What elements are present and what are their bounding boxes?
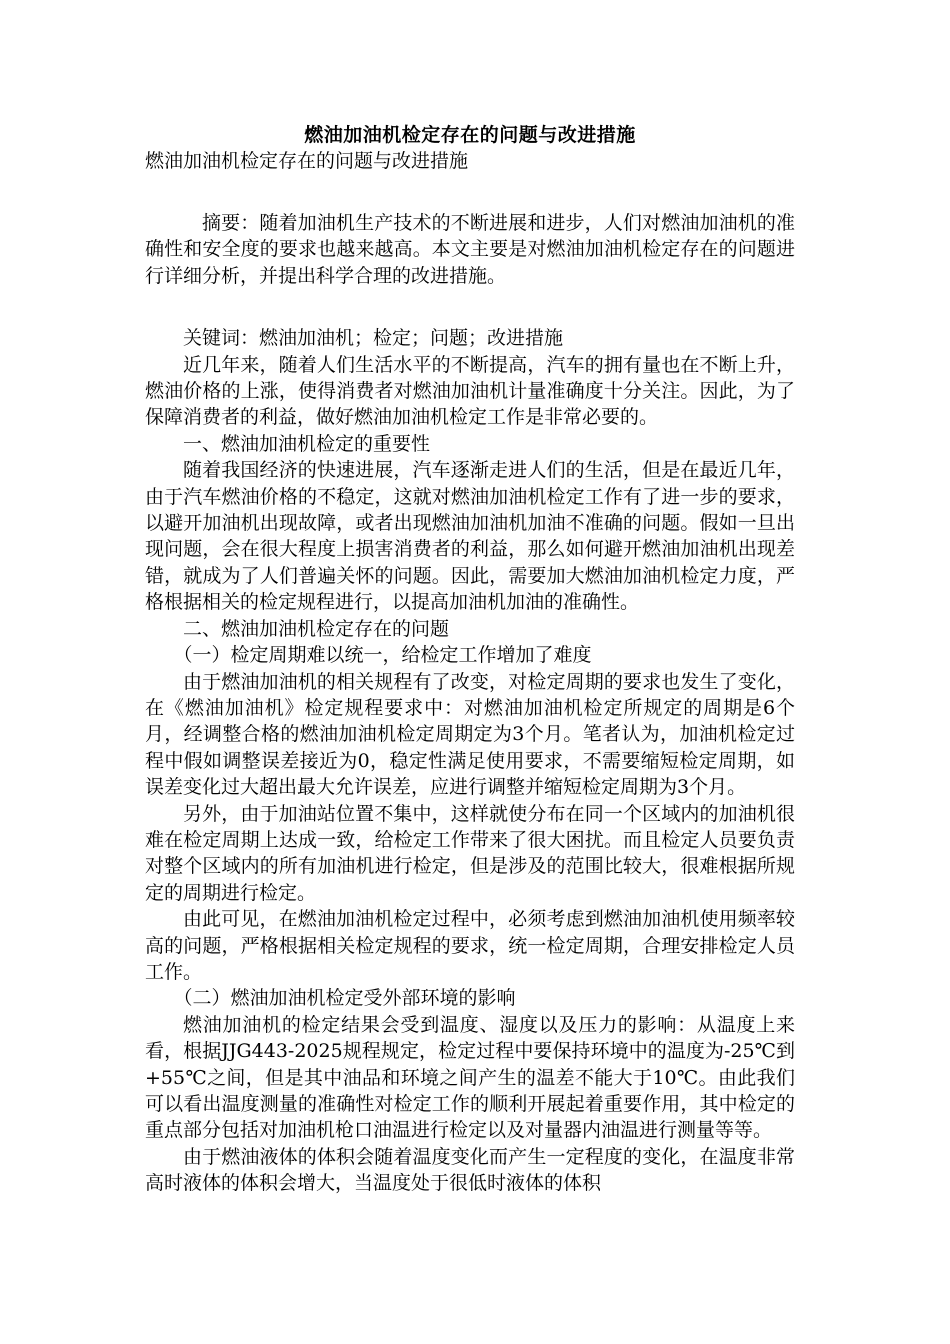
paragraph: 另外，由于加油站位置不集中，这样就使分布在同一个区域内的加油机很难在检定周期上达成一致，给检定工作带来了很大困扰。而且检定人员要负责对整个区域内的所有加油机进行检定，但是涉及的范围比较大，很难根据所规定的周期进行检定。 [145,802,795,904]
section-heading-2: 二、燃油加油机检定存在的问题 [183,617,450,640]
paragraph: 随着我国经济的快速进展，汽车逐渐走进人们的生活，但是在最近几年，由于汽车燃油价格的不稳定，这就对燃油加油机检定工作有了进一步的要求，以避开加油机出现故障，或者出现燃油加油机加油不准确的问题。假如一旦出现问题，会在很大程度上损害消费者的利益，那么如何避开燃油加油机出现差错，就成为了人们普遍关怀的问题。因此，需要加大燃油加油机检定力度，严格根据相关的检定规程进行，以提高加油机加油的准确性。 [145,459,795,614]
abstract: 摘要：随着加油机生产技术的不断进展和进步，人们对燃油加油机的准确性和安全度的要求也越来越高。本文主要是对燃油加油机检定存在的问题进行详细分析，并提出科学合理的改进措施。 [145,212,795,287]
paragraph: 由此可见，在燃油加油机检定过程中，必须考虑到燃油加油机使用频率较高的问题，严格根据相关检定规程的要求，统一检定周期，合理安排检定人员工作。 [145,908,795,983]
subsection-heading-2-1: （一）检定周期难以统一，给检定工作增加了难度 [173,644,592,667]
section-heading-1: 一、燃油加油机检定的重要性 [183,432,431,455]
document-subtitle: 燃油加油机检定存在的问题与改进措施 [145,150,469,172]
subsection-heading-2-2: （二）燃油加油机检定受外部环境的影响 [173,987,516,1010]
paragraph: 燃油加油机的检定结果会受到温度、湿度以及压力的影响：从温度上来看，根据JJG443-2025规程规定，检定过程中要保持环境中的温度为-25℃到+55℃之间，但是其中油品和环境之间产生的温差不能大于10℃。由此我们可以看出温度测量的准确性对检定工作的顺利开展起着重要作用，其中检定的重点部分包括对加油机枪口油温进行检定以及对量器内油温进行测量等等。 [145,1013,795,1142]
document-page [145,122,795,1197]
document-title: 燃油加油机检定存在的问题与改进措施 [304,124,636,146]
paragraph: 由于燃油加油机的相关规程有了改变，对检定周期的要求也发生了变化，在《燃油加油机》检定规程要求中：对燃油加油机检定所规定的周期是6个月，经调整合格的燃油加油机检定周期定为3个月。笔者认为，加油机检定过程中假如调整误差接近为0，稳定性满足使用要求，不需要缩短检定周期，如误差变化过大超出最大允许误差，应进行调整并缩短检定周期为3个月。 [145,670,795,799]
keywords: 关键词：燃油加油机；检定；问题；改进措施 [183,327,564,350]
paragraph: 由于燃油液体的体积会随着温度变化而产生一定程度的变化，在温度非常高时液体的体积会增大，当温度处于很低时液体的体积 [145,1145,795,1195]
paragraph-intro: 近几年来，随着人们生活水平的不断提高，汽车的拥有量也在不断上升，燃油价格的上涨，使得消费者对燃油加油机计量准确度十分关注。因此，为了保障消费者的利益，做好燃油加油机检定工作是非常必要的。 [145,353,795,429]
